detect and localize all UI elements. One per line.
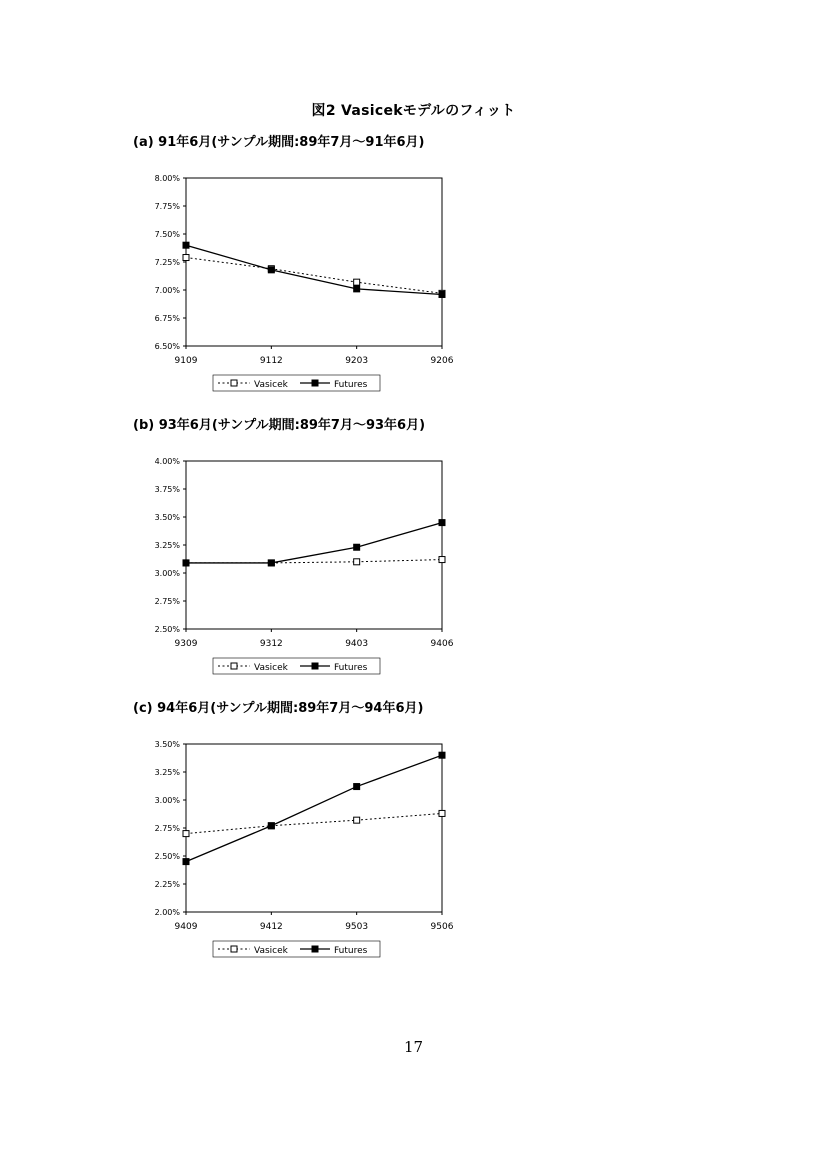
plot-area	[186, 178, 442, 346]
x-tick-label: 9506	[430, 922, 454, 932]
legend-marker-vasicek	[231, 663, 237, 669]
point-vasicek	[354, 279, 360, 285]
y-tick-label: 2.75%	[154, 824, 180, 833]
point-vasicek	[354, 559, 360, 565]
y-tick-label: 2.00%	[154, 908, 180, 917]
x-tick-label: 9112	[259, 356, 283, 366]
y-tick-label: 6.75%	[154, 314, 180, 323]
legend-marker-futures	[312, 380, 318, 386]
legend-label-vasicek: Vasicek	[254, 946, 288, 956]
y-tick-label: 7.75%	[154, 202, 180, 211]
point-futures	[354, 286, 360, 292]
legend-label-vasicek: Vasicek	[254, 380, 288, 390]
legend-marker-futures	[312, 946, 318, 952]
point-vasicek	[439, 810, 445, 816]
y-tick-label: 3.00%	[154, 796, 180, 805]
chart-a	[0, 160, 827, 400]
point-vasicek	[183, 831, 189, 837]
point-futures	[183, 560, 189, 566]
y-tick-label: 7.25%	[154, 258, 180, 267]
x-tick-label: 9206	[430, 356, 454, 366]
point-vasicek	[439, 557, 445, 563]
x-tick-label: 9406	[430, 639, 454, 649]
y-tick-label: 3.25%	[154, 768, 180, 777]
point-futures	[439, 520, 445, 526]
series-line-vasicek	[186, 258, 442, 294]
point-futures	[268, 267, 274, 273]
legend-marker-futures	[312, 663, 318, 669]
point-futures	[183, 859, 189, 865]
figure-title: 図2 Vasicekモデルのフィット	[311, 103, 516, 119]
point-vasicek	[183, 255, 189, 261]
legend	[213, 375, 380, 391]
y-tick-label: 7.00%	[154, 286, 180, 295]
series-line-vasicek	[186, 813, 442, 833]
y-tick-label: 3.25%	[154, 541, 180, 550]
plot-area	[186, 461, 442, 629]
point-futures	[354, 784, 360, 790]
y-tick-label: 2.50%	[154, 852, 180, 861]
x-tick-label: 9109	[174, 356, 198, 366]
y-tick-label: 2.50%	[154, 625, 180, 634]
point-futures	[439, 291, 445, 297]
point-futures	[439, 752, 445, 758]
legend-marker-vasicek	[231, 380, 237, 386]
x-tick-label: 9203	[345, 356, 369, 366]
page-number: 17	[403, 1038, 424, 1056]
y-tick-label: 4.00%	[154, 457, 180, 466]
x-tick-label: 9412	[259, 922, 283, 932]
point-vasicek	[354, 817, 360, 823]
legend	[213, 941, 380, 957]
legend-label-futures: Futures	[334, 380, 368, 390]
y-tick-label: 2.25%	[154, 880, 180, 889]
legend-marker-vasicek	[231, 946, 237, 952]
y-tick-label: 3.50%	[154, 740, 180, 749]
series-line-futures	[186, 755, 442, 861]
panel-label-a: (a) 91年6月(サンプル期間:89年7月～91年6月)	[133, 135, 425, 150]
legend-label-vasicek: Vasicek	[254, 663, 288, 673]
point-futures	[268, 560, 274, 566]
point-futures	[183, 242, 189, 248]
chart-b	[0, 443, 827, 683]
y-tick-label: 8.00%	[154, 174, 180, 183]
x-tick-label: 9309	[174, 639, 198, 649]
point-futures	[354, 544, 360, 550]
y-tick-label: 2.75%	[154, 597, 180, 606]
series-line-futures	[186, 523, 442, 563]
x-tick-label: 9409	[174, 922, 198, 932]
legend	[213, 658, 380, 674]
y-tick-label: 7.50%	[154, 230, 180, 239]
y-tick-label: 3.50%	[154, 513, 180, 522]
y-tick-label: 6.50%	[154, 342, 180, 351]
x-tick-label: 9312	[259, 639, 283, 649]
series-line-futures	[186, 245, 442, 294]
y-tick-label: 3.75%	[154, 485, 180, 494]
legend-label-futures: Futures	[334, 946, 368, 956]
x-tick-label: 9403	[345, 639, 369, 649]
point-futures	[268, 823, 274, 829]
panel-label-c: (c) 94年6月(サンプル期間:89年7月～94年6月)	[133, 701, 424, 716]
y-tick-label: 3.00%	[154, 569, 180, 578]
legend-label-futures: Futures	[334, 663, 368, 673]
panel-label-b: (b) 93年6月(サンプル期間:89年7月～93年6月)	[133, 418, 426, 433]
x-tick-label: 9503	[345, 922, 369, 932]
chart-c	[0, 726, 827, 966]
